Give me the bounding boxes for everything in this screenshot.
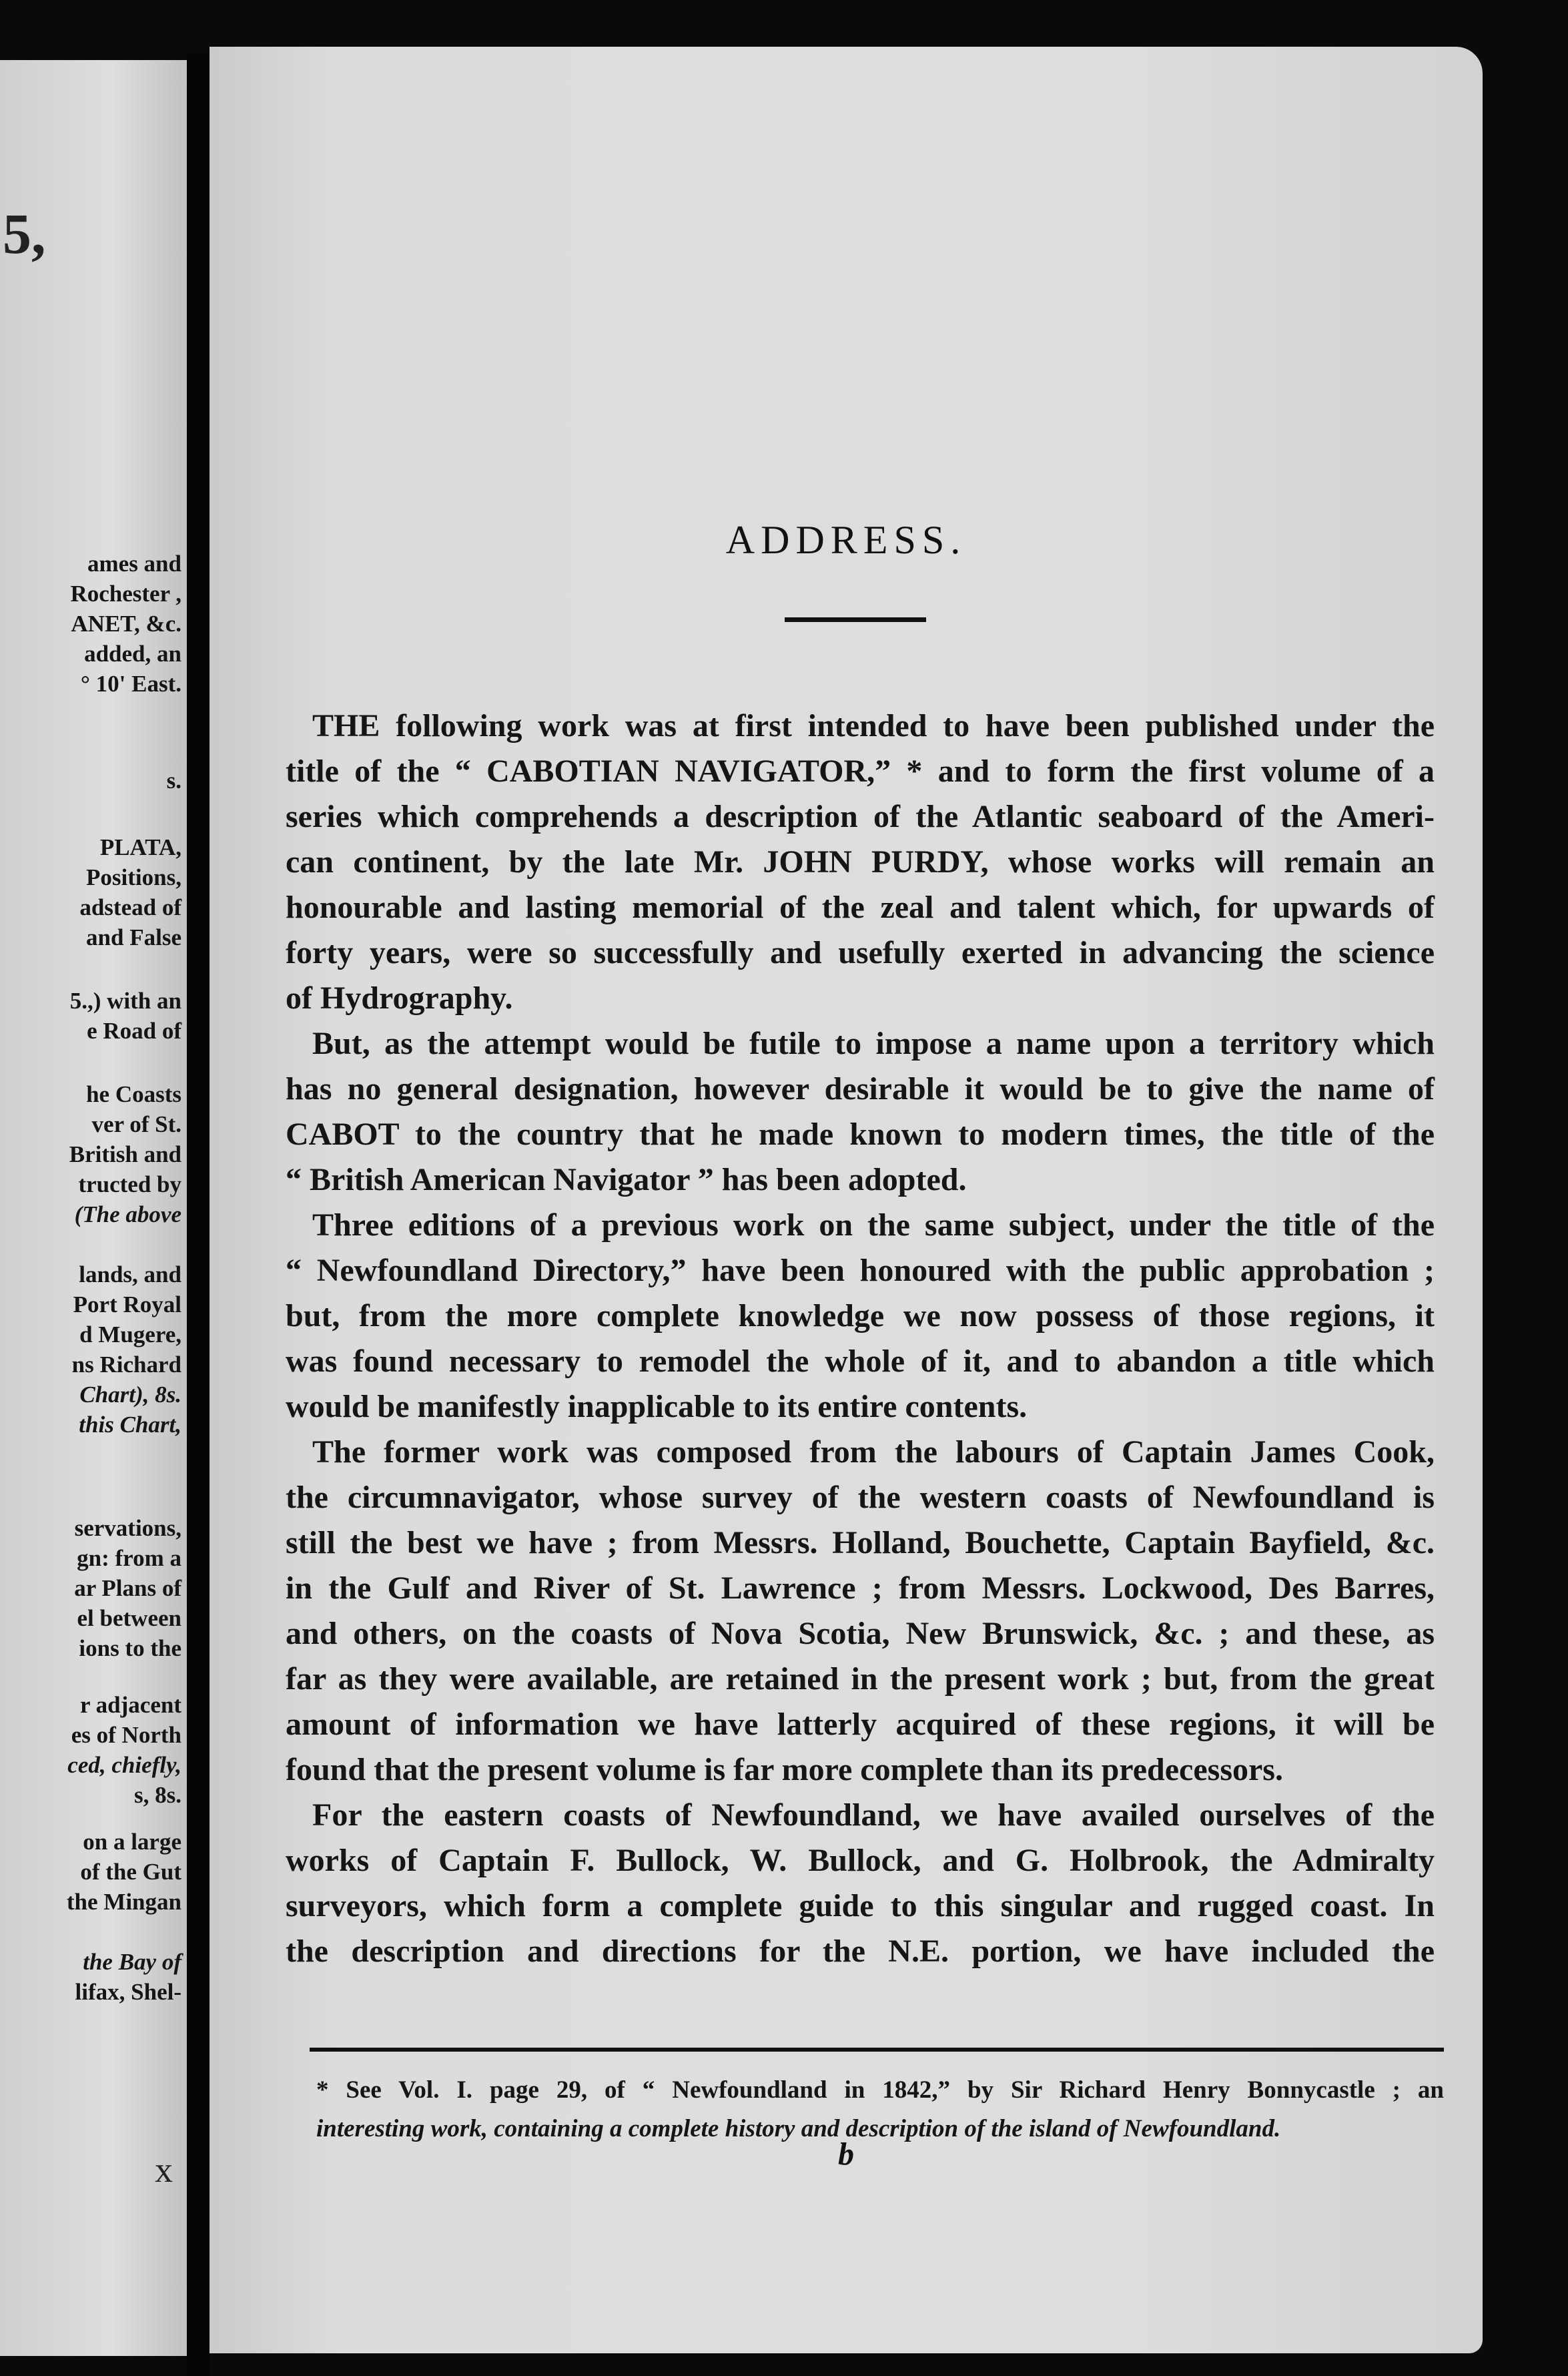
body-line: has no general designation, however desirable it would be to give the name of (286, 1071, 1435, 1107)
body-line: was found necessary to remodel the whole of it, and to abandon a title which (286, 1344, 1435, 1379)
body-line: far as they were available, are retained in the present work ; but, from the great (286, 1661, 1435, 1697)
title-rule (785, 617, 926, 622)
body-line: forty years, were so successfully and usefully exerted in advancing the science (286, 935, 1435, 970)
facing-page-line: lands, and (79, 1261, 181, 1287)
body-line: of Hydrography. (286, 980, 513, 1016)
body-line: would be manifestly inapplicable to its entire contents. (286, 1389, 1028, 1424)
body-line: surveyors, which form a complete guide to this singular and rugged coast. In (286, 1888, 1435, 1923)
body-line: title of the “ CABOTIAN NAVIGATOR,” * and to form the first volume of a (286, 754, 1435, 789)
facing-page-line: ions to the (79, 1635, 181, 1661)
body-line: and others, on the coasts of Nova Scotia, New Brunswick, &c. ; and these, as (286, 1616, 1435, 1651)
facing-page-line: lifax, Shel- (75, 1979, 181, 2005)
body-line: Three editions of a previous work on the same subject, under the title of the (312, 1207, 1435, 1243)
facing-page-line: British and (69, 1141, 181, 1167)
facing-page-line: ar Plans of (74, 1575, 181, 1601)
facing-page-line: ns Richard (71, 1352, 181, 1378)
facing-page-line: he Coasts (86, 1081, 181, 1107)
page-title: ADDRESS. (725, 518, 967, 562)
body-line: CABOT to the country that he made known to modern times, the title of the (286, 1117, 1435, 1152)
body-line: series which comprehends a description of the Atlantic seaboard of the Ameri- (286, 799, 1435, 834)
facing-page-line: this Chart, (79, 1412, 181, 1438)
body-line: THE following work was at first intended to have been published under the (312, 708, 1435, 744)
body-line: honourable and lasting memorial of the zeal and talent which, for upwards of (286, 890, 1435, 925)
facing-page-line: ames and (87, 551, 181, 577)
footnote-line: * See Vol. I. page 29, of “ Newfoundland in 1842,” by Sir Richard Henry Bonnycastle ; an (316, 2076, 1444, 2104)
facing-page-line: added, an (84, 641, 181, 667)
body-line: but, from the more complete knowledge we now possess of those regions, it (286, 1298, 1435, 1333)
body-line: the description and directions for the N.E. portion, we have included the (286, 1934, 1435, 1969)
facing-page-line: es of North (71, 1722, 181, 1748)
body-line: still the best we have ; from Messrs. Holland, Bouchette, Captain Bayfield, &c. (286, 1525, 1435, 1560)
body-line: found that the present volume is far more complete than its predecessors. (286, 1752, 1283, 1787)
signature-mark: b (838, 2136, 854, 2172)
body-line: amount of information we have latterly acquired of these regions, it will be (286, 1707, 1435, 1742)
facing-page-line: Positions, (86, 864, 181, 890)
facing-page-line: (The above (74, 1201, 181, 1227)
facing-page-line: the Bay of (83, 1949, 181, 1975)
body-line: For the eastern coasts of Newfoundland, we have availed ourselves of the (312, 1797, 1435, 1833)
facing-page-fragment (0, 60, 187, 2356)
book-gutter (187, 53, 210, 2376)
body-line: in the Gulf and River of St. Lawrence ; from Messrs. Lockwood, Des Barres, (286, 1570, 1435, 1606)
body-line: works of Captain F. Bullock, W. Bullock, and G. Holbrook, the Admiralty (286, 1843, 1435, 1878)
body-line: “ Newfoundland Directory,” have been honoured with the public approbation ; (286, 1253, 1435, 1288)
facing-page-line: ANET, &c. (71, 611, 181, 637)
facing-page-large-letter: 5, (3, 202, 46, 266)
facing-page-line: ver of St. (91, 1111, 181, 1137)
facing-page-line: of the Gut (80, 1859, 181, 1885)
facing-page-line: Rochester , (70, 581, 181, 607)
body-line: But, as the attempt would be futile to impose a name upon a territory which (312, 1026, 1435, 1061)
facing-page-line: s. (166, 768, 181, 794)
body-line: can continent, by the late Mr. JOHN PURDY, whose works will remain an (286, 844, 1435, 880)
facing-page-line: s, 8s. (134, 1782, 181, 1808)
body-line: the circumnavigator, whose survey of the western coasts of Newfoundland is (286, 1480, 1435, 1515)
facing-page-line: tructed by (78, 1171, 181, 1197)
facing-page-line: on a large (83, 1829, 181, 1855)
facing-page-line: 5.,) with an (69, 988, 181, 1014)
facing-page-line: PLATA, (99, 834, 181, 860)
facing-page-line: servations, (74, 1515, 181, 1541)
address-page (210, 47, 1483, 2353)
facing-page-line: ° 10' East. (80, 671, 181, 697)
facing-page-line: e Road of (87, 1018, 181, 1044)
facing-page-line: the Mingan (66, 1889, 181, 1915)
margin-mark: x (155, 2150, 173, 2190)
body-line: “ British American Navigator ” has been adopted. (286, 1162, 967, 1197)
facing-page-line: Port Royal (73, 1291, 181, 1317)
facing-page-line: Chart), 8s. (79, 1382, 181, 1408)
facing-page-line: d Mugere, (79, 1321, 181, 1348)
facing-page-line: and False (86, 924, 181, 950)
body-line: The former work was composed from the labours of Captain James Cook, (312, 1434, 1435, 1470)
facing-page-line: adstead of (79, 894, 181, 920)
facing-page-line: r adjacent (80, 1692, 181, 1718)
facing-page-line: el between (77, 1605, 181, 1631)
facing-page-line: ced, chiefly, (67, 1752, 181, 1778)
footnote-rule (310, 2048, 1444, 2052)
footnote-line: interesting work, containing a complete history and description of the island of Newfoundland. (316, 2115, 1281, 2142)
facing-page-line: gn: from a (77, 1545, 181, 1571)
